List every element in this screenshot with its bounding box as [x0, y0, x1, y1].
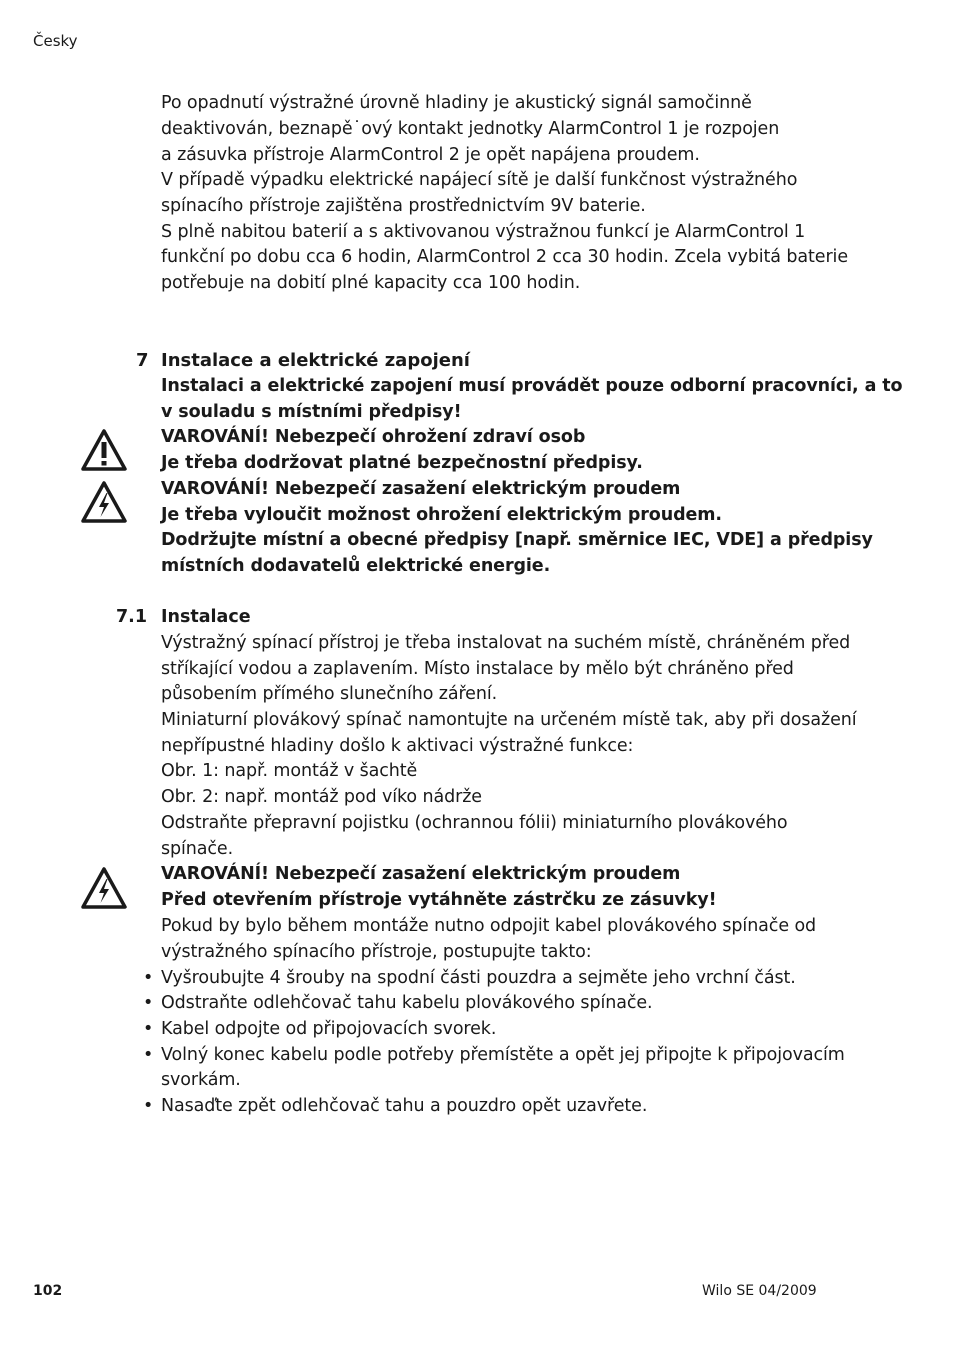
bullet-icon: • — [143, 968, 154, 988]
text-line: funkční po dobu cca 6 hodin, AlarmControl 2 cca 30 hodin. Zcela vybitá baterie — [161, 247, 848, 267]
text-line: Instalaci a elektrické zapojení musí provádět pouze odborní pracovníci, a to — [161, 376, 903, 396]
text-line: působením přímého slunečního záření. — [161, 684, 498, 704]
text-line: Výstražný spínací přístroj je třeba instalovat na suchém místě, chráněném před — [161, 633, 851, 653]
text-line: spínacího přístroje zajištěna prostřednictvím 9V baterie. — [161, 196, 646, 216]
bullet-icon: • — [143, 1019, 154, 1039]
list-item: Kabel odpojte od připojovacích svorek. — [161, 1019, 497, 1039]
section-title: Instalace a elektrické zapojení — [161, 350, 470, 371]
text-line: stříkající vodou a zaplavením. Místo instalace by mělo být chráněno před — [161, 659, 794, 679]
publisher-info: Wilo SE 04/2009 — [702, 1283, 817, 1299]
section-number: 7 — [136, 350, 149, 371]
page-number: 102 — [33, 1283, 63, 1299]
list-item: Vyšroubujte 4 šrouby na spodní části pouzdra a sejměte jeho vrchní část. — [161, 968, 796, 988]
list-item: Odstraňte odlehčovač tahu kabelu plovákového spínače. — [161, 993, 653, 1013]
text-line: Pokud by bylo během montáže nutno odpojit kabel plovákového spínače od — [161, 916, 817, 936]
text-line: deaktivován, beznapě˙ový kontakt jednotky AlarmControl 1 je rozpojen — [161, 119, 780, 139]
list-item-continuation: svorkám. — [161, 1070, 241, 1090]
text-line: Po opadnutí výstražné úrovně hladiny je akustický signál samočinně — [161, 93, 752, 113]
text-line: nepřípustné hladiny došlo k aktivaci výstražné funkce: — [161, 736, 634, 756]
text-line: Odstraňte přepravní pojistku (ochrannou fólii) miniaturního plovákového — [161, 813, 788, 833]
text-line: Je třeba vyloučit možnost ohrožení elektrickým proudem. — [161, 505, 722, 525]
text-line: Je třeba dodržovat platné bezpečnostní předpisy. — [161, 453, 643, 473]
section-title: Instalace — [161, 607, 251, 627]
warning-text: Před otevřením přístroje vytáhněte zástrčku ze zásuvky! — [161, 890, 717, 910]
text-line: a zásuvka přístroje AlarmControl 2 je opět napájena proudem. — [161, 145, 700, 165]
text-line: v souladu s místními předpisy! — [161, 402, 462, 422]
list-item: Nasaďte zpět odlehčovač tahu a pouzdro opět uzavřete. — [161, 1096, 648, 1116]
warning-electric-icon — [80, 480, 128, 524]
text-line: místních dodavatelů elektrické energie. — [161, 556, 551, 576]
text-line: potřebuje na dobití plné kapacity cca 100 hodin. — [161, 273, 581, 293]
bullet-icon: • — [143, 1045, 154, 1065]
list-item: Volný konec kabelu podle potřeby přemístěte a opět jej připojte k připojovacím — [161, 1045, 845, 1065]
text-line: spínače. — [161, 839, 234, 859]
bullet-icon: • — [143, 993, 154, 1013]
text-line: Miniaturní plovákový spínač namontujte na určeném místě tak, aby při dosažení — [161, 710, 857, 730]
warning-exclamation-icon — [80, 428, 128, 472]
warning-heading: VAROVÁNÍ! Nebezpečí zasažení elektrickým proudem — [161, 479, 681, 499]
language-label: Česky — [33, 32, 78, 50]
warning-heading: VAROVÁNÍ! Nebezpečí ohrožení zdraví osob — [161, 427, 586, 447]
text-line: Obr. 2: např. montáž pod víko nádrže — [161, 787, 482, 807]
section-number: 7.1 — [116, 607, 148, 627]
text-line: S plně nabitou baterií a s aktivovanou výstražnou funkcí je AlarmControl 1 — [161, 222, 806, 242]
warning-heading: VAROVÁNÍ! Nebezpečí zasažení elektrickým proudem — [161, 864, 681, 884]
text-line: Dodržujte místní a obecné předpisy [např. směrnice IEC, VDE] a předpisy — [161, 530, 873, 550]
text-line: výstražného spínacího přístroje, postupujte takto: — [161, 942, 592, 962]
text-line: V případě výpadku elektrické napájecí sítě je další funkčnost výstražného — [161, 170, 798, 190]
bullet-icon: • — [143, 1096, 154, 1116]
warning-electric-icon — [80, 866, 128, 910]
text-line: Obr. 1: např. montáž v šachtě — [161, 761, 418, 781]
